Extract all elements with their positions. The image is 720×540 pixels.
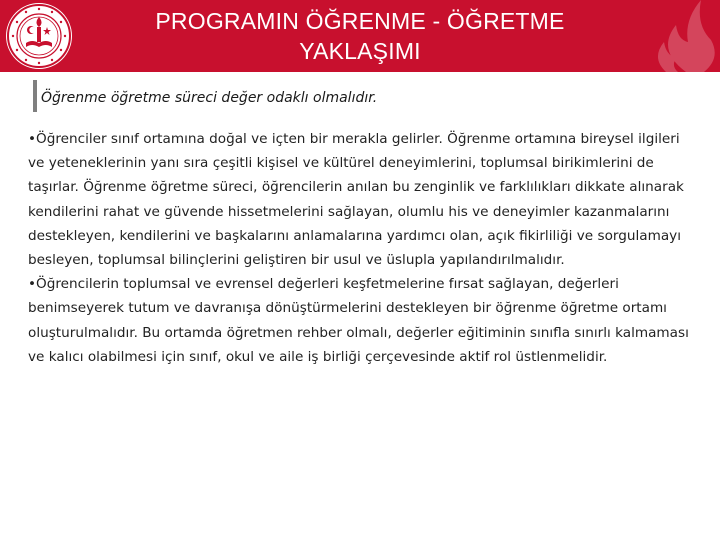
header-banner	[0, 0, 720, 72]
subtitle-accent-bar	[33, 80, 37, 112]
page-title	[100, 6, 620, 66]
body-paragraph-2: •Öğrencilerin toplumsal ve evrensel değerleri keşfetmelerine fırsat sağlayan, değerleri benimseyerek tutum ve davranışa dönüştürmelerini destekleyen bir öğrenme öğretme ortamı oluşturulmalıdır. Bu ortamda öğretmen rehber olmalı, değerler eğitiminin sınıfla sınırlı kalmaması ve kalıcı olabilmesi için sınıf, okul ve aile iş birliği çerçevesinde aktif rol üstlenmelidir.	[28, 276, 689, 365]
slide-subtitle: Öğrenme öğretme süreci değer odaklı olmalıdır.	[41, 90, 378, 106]
flame-decoration-icon	[626, 0, 716, 72]
title-line-1: PROGRAMIN ÖĞRENME - ÖĞRETME	[155, 8, 565, 34]
body-paragraph-1: •Öğrenciler sınıf ortamına doğal ve içten bir merakla gelirler. Öğrenme ortamına bireysel ilgileri ve yeteneklerinin yanı sıra çeşitli kişisel ve kültürel deneyimlerini, toplumsal birikimlerini de taşırlar. Öğrenme öğretme süreci, öğrencilerin anılan bu zenginlik ve farklılıkları dikkate alınarak kendilerini rahat ve güvende hissetmelerini sağlayan, olumlu his ve deneyimler kazanmalarını destekleyen, kendilerini ve başkalarını anlamalarına yardımcı olan, açık fikirliliği ve sorgulamayı besleyen, toplumsal bilinçlerini geliştiren bir usul ve üslupla yapılandırılmalıdır.	[28, 131, 684, 269]
slide-body	[28, 127, 698, 369]
ministry-seal-icon	[6, 3, 72, 69]
title-line-2: YAKLAŞIMI	[299, 38, 421, 64]
